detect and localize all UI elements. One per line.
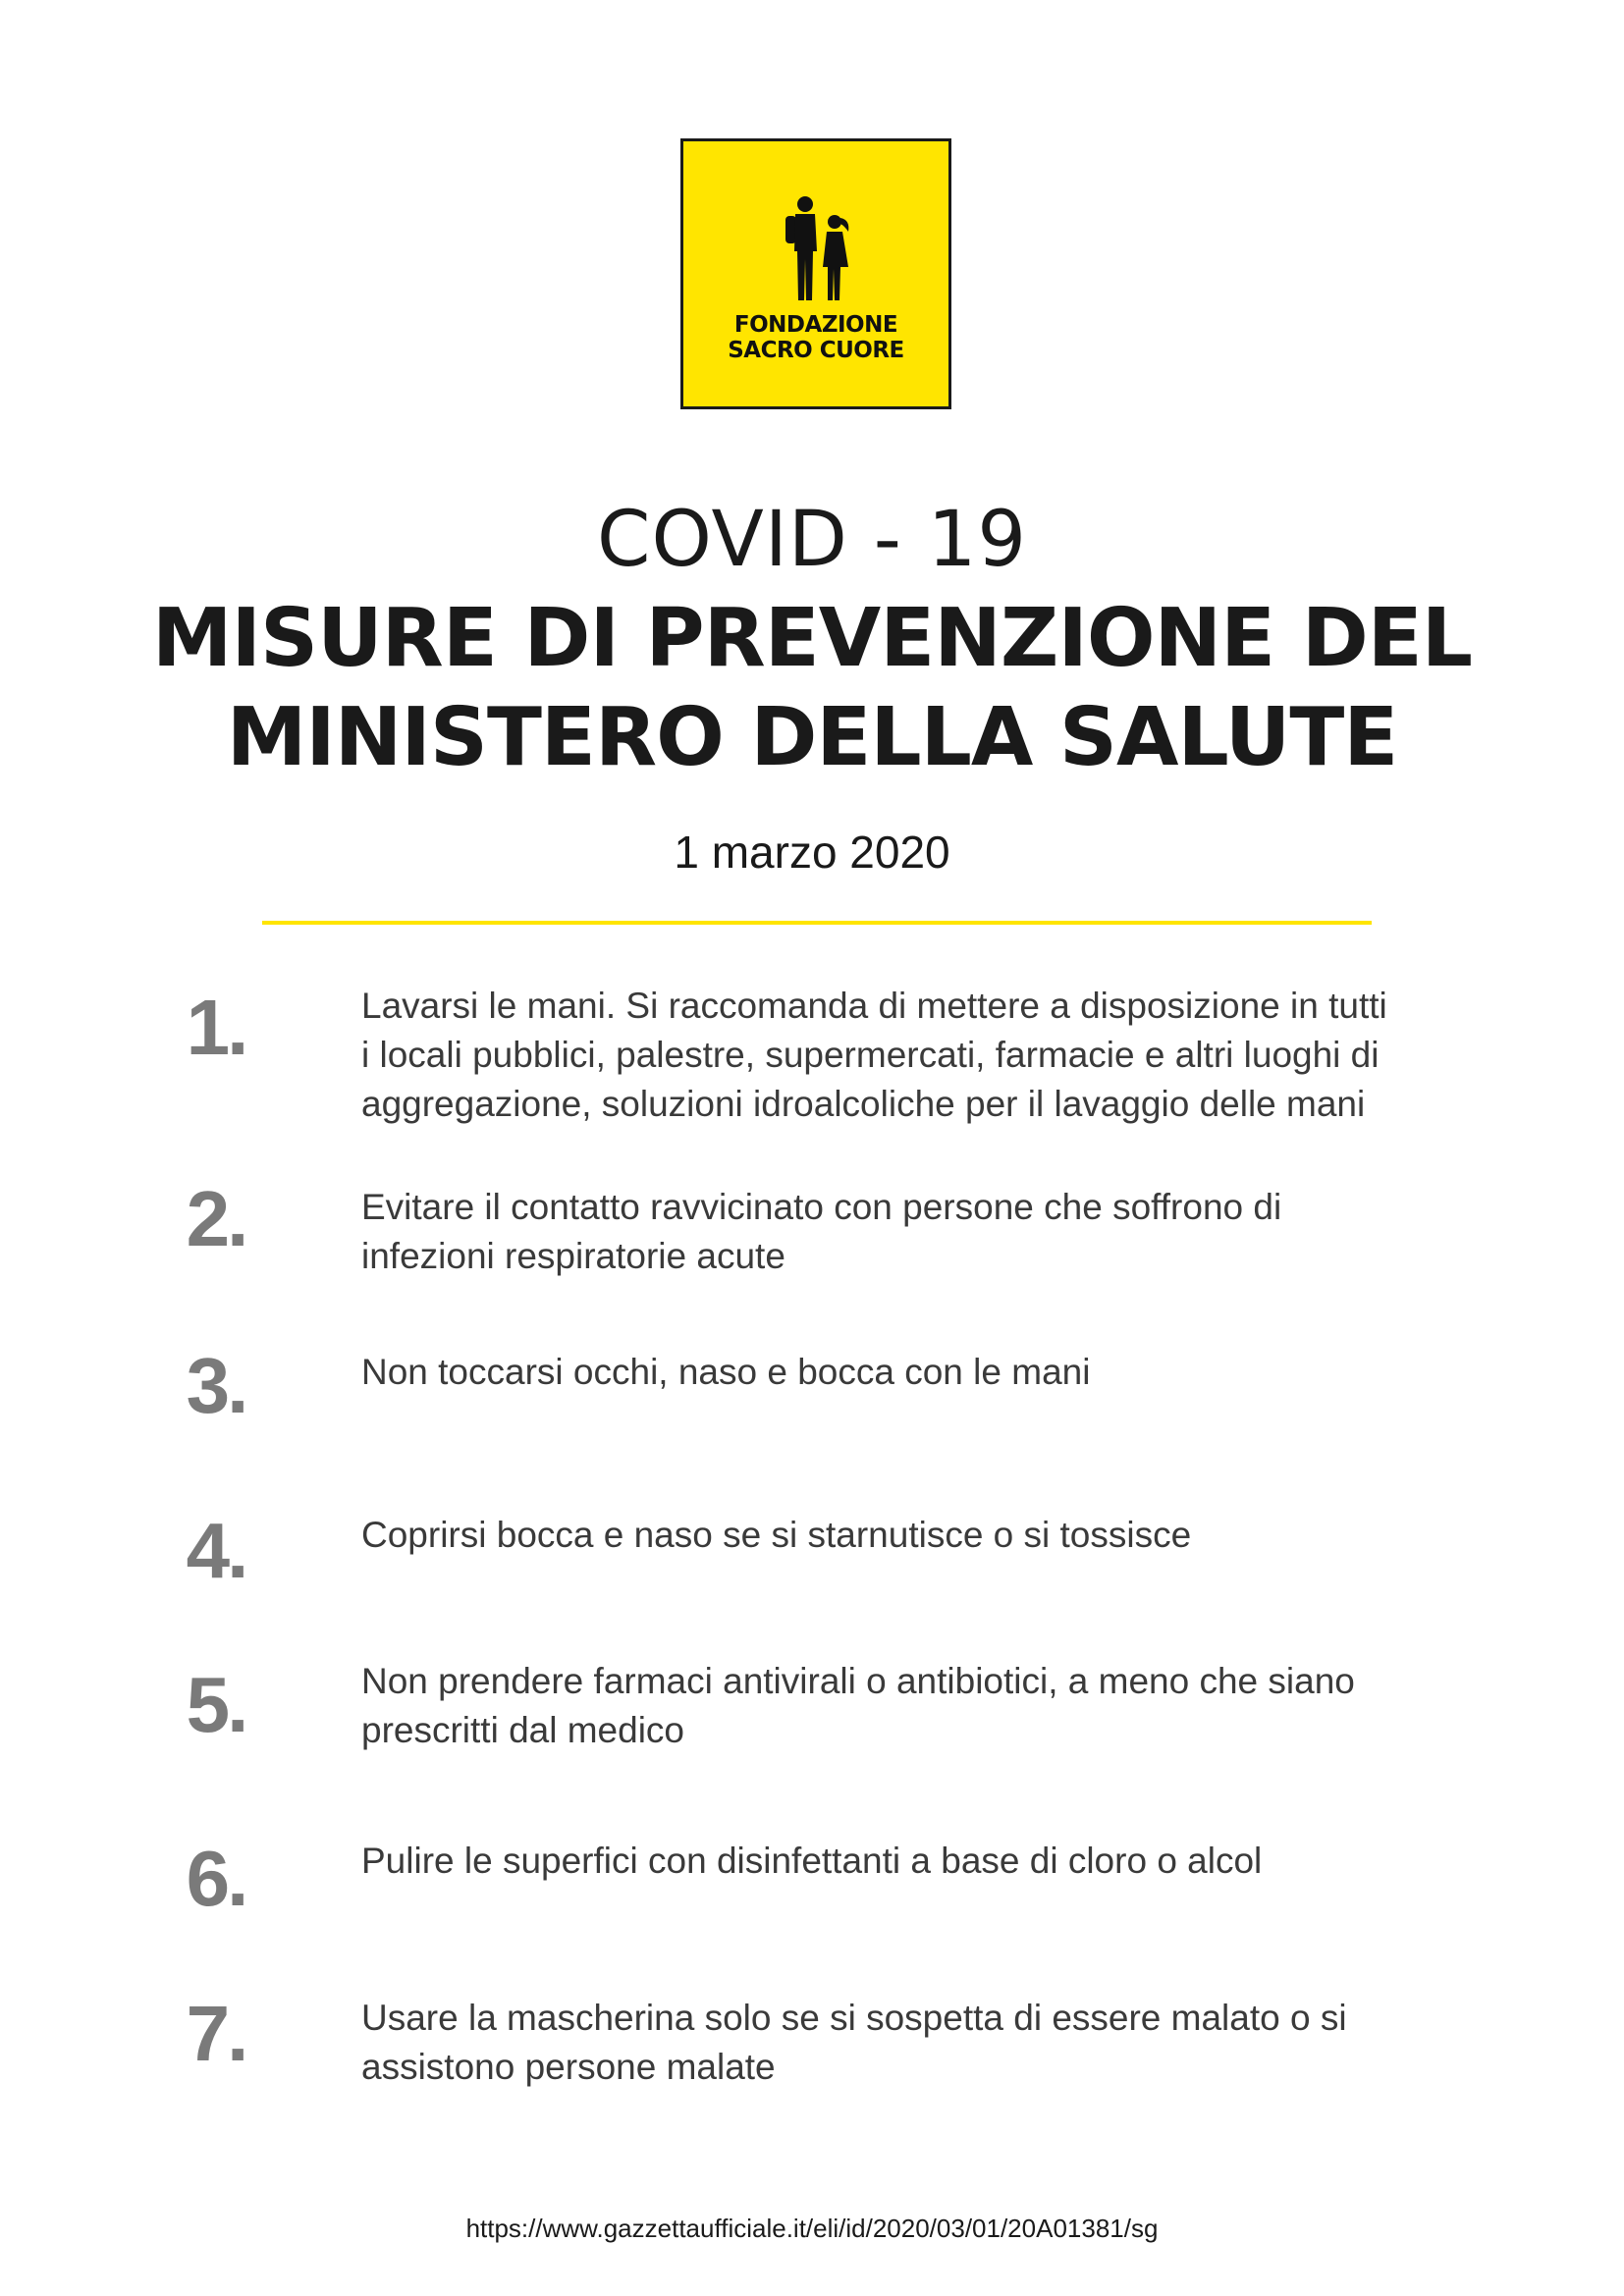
page-title-line2: MINISTERO DELLA SALUTE [226,691,1398,784]
measure-text-line: Pulire le superfici con disinfettanti a base di cloro o alcol [361,1841,1263,1881]
measure-text-line: infezioni respiratorie acute [361,1236,785,1276]
measure-number: 3. [186,1342,246,1429]
measure-text-line: Lavarsi le mani. Si raccomanda di mettere a disposizione in tutti [361,986,1387,1026]
measure-text [361,1994,1422,2092]
source-url: https://www.gazzettaufficiale.it/eli/id/2020/03/01/20A01381/sg [465,2214,1159,2243]
measure-number: 1. [186,984,246,1071]
logo-name-line1: FONDAZIONE [733,312,898,338]
measure-number: 6. [186,1835,246,1922]
page-title-line1: MISURE DI PREVENZIONE DEL [151,592,1473,685]
measure-text-line: Usare la mascherina solo se si sospetta di essere malato o si [361,1998,1347,2038]
measure-text-line: i locali pubblici, palestre, supermercati, farmacie e altri luoghi di [361,1035,1380,1075]
divider [262,921,1372,925]
measure-text [361,982,1422,1129]
measure-text [361,1657,1422,1755]
measure-number: 7. [186,1990,246,2077]
measure-text-line: prescritti dal medico [361,1710,685,1750]
two-children-silhouette-icon [780,194,858,304]
measure-text [361,1837,1422,1886]
measure-text-line: Evitare il contatto ravvicinato con persone che soffrono di [361,1187,1282,1227]
measure-number: 2. [186,1175,246,1262]
measure-text-line: Non toccarsi occhi, naso e bocca con le mani [361,1352,1091,1392]
measure-text-line: aggregazione, soluzioni idroalcoliche per il lavaggio delle mani [361,1084,1366,1124]
logo [680,138,951,409]
measure-text-line: Non prendere farmaci antivirali o antibiotici, a meno che siano [361,1661,1355,1701]
logo-name-line2: SACRO CUORE [728,338,904,363]
publication-date: 1 marzo 2020 [674,827,950,878]
measure-text-line: assistono persone malate [361,2047,776,2087]
measure-number: 5. [186,1661,246,1748]
measure-number: 4. [186,1507,246,1594]
measure-text-line: Coprirsi bocca e naso se si starnutisce o si tossisce [361,1515,1192,1555]
measure-text [361,1511,1422,1560]
measure-text [361,1183,1422,1281]
supertitle: COVID - 19 [597,496,1027,584]
measure-text [361,1348,1422,1397]
